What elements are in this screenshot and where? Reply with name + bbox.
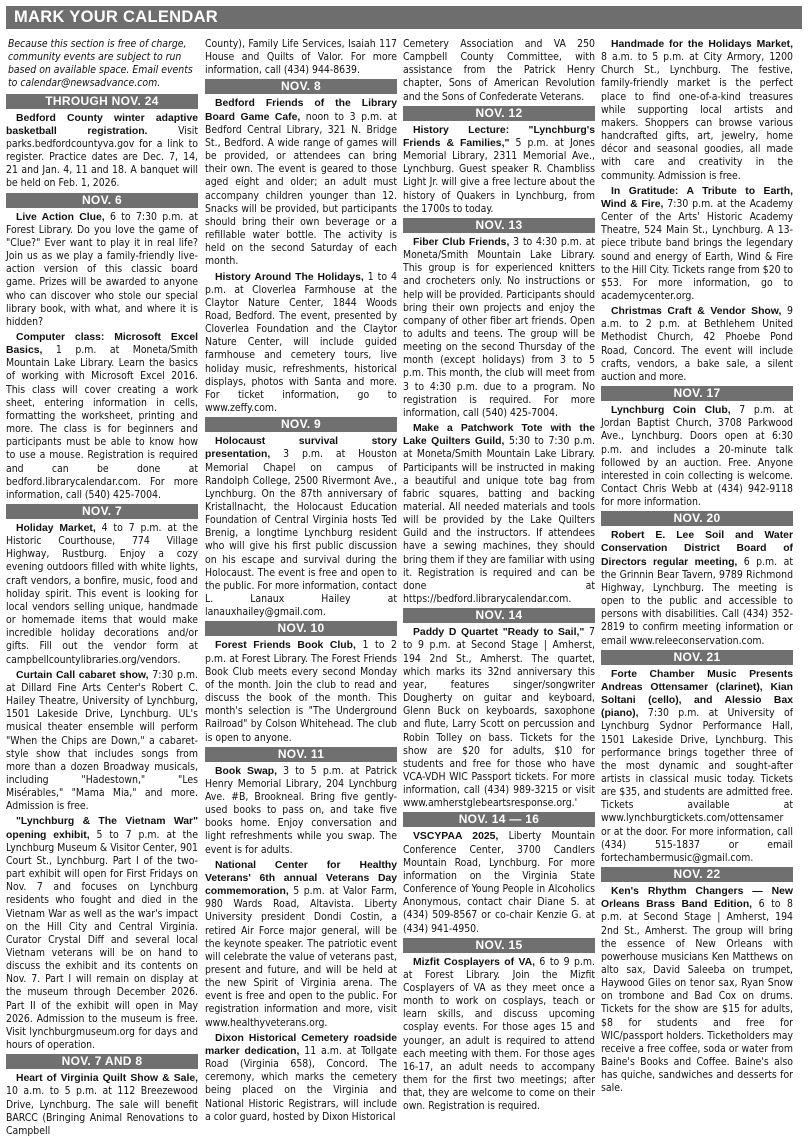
event-listing [6, 331, 198, 502]
date-header: NOV. 22 [601, 867, 793, 882]
event-details: noon to 3 p.m. at Bedford Central Library, 321 N. Bridge St., Bedford. A wide range of games will be provided, or attendees can bring their own. The event is geared to those aged eight and older; an adult must accompany children younger than 12. Snacks will be provided, but participants should bring their own beverage or a refillable water bottle. The activity is held on the second Saturday of each month. [205, 110, 397, 268]
date-header: NOV. 21 [601, 650, 793, 665]
event-listing [205, 1032, 397, 1124]
event-title: Holiday Market, [16, 523, 96, 534]
date-header: NOV. 17 [601, 386, 793, 401]
event-details: 7 to 9 p.m. at Second Stage | Amherst, 194 2nd St., Amherst. The quartet, which marks its 32nd anniversary this year, features singer/songwriter Dougherty on guitar and keyboard, Glenn Buck on keyboards, saxophone and flute, Larry Scott on percussion and Robin Tolley on bass. Tickets for the show are $20 for adults, $10 for students and free for those who have VCA-VDH WIC Passport tickets. For more information, call (434) 989-3215 or visit www.amherstglebeartsresponse.org.' [403, 626, 595, 810]
date-header: NOV. 9 [205, 417, 397, 432]
event-details: 7:30 p.m. at University of Lynchburg Sydnor Performance Hall, 1501 Lakeside Drive, Lynchburg. This performance brings together three of the most dynamic and sought-after artists in classical music today. Tickets are $35, and students are admitted free. Tickets available at www.lynchburgtickets.com/ottensamer or at the door. For more information, call (434) 515-1837 or email fortechambermusic@gmail.com. [601, 707, 793, 864]
event-title: VSCYPAA 2025, [413, 831, 499, 843]
event-details: 4 to 7 p.m. at the Historic Courthouse, 774 Village Highway, Rustburg. Enjoy a cozy evening outdoors filled with white lights, craft vendors, a bonfire, music, food and holiday spirit. This event is looking for local vendors selling unique, handmade or homemade items that would make incredible holiday decorations and/or gifts. Fill out the vendor form at campbellcountylibraries.org/vendors. [6, 522, 198, 666]
event-listing [601, 185, 793, 303]
event-details: 8 a.m. to 5 p.m. at City Armory, 1200 Church St., Lynchburg. The festive, family-friendly market is the perfect place to find one-of-a-kind treasures while supporting local artists and makers. Shoppers can browse various handcrafted gifts, art, jewelry, home décor and seasonal goodies, all made with care and creativity in the community. Admission is free. [601, 51, 793, 182]
event-details: 6 to 7:30 p.m. at Forest Library. Do you love the game of "Clue?" Ever want to play it in real life? Join us as we play a family-friendly live-action version of this classic board game. Prizes will be awarded to anyone who can discover who stole our special library book, with what, and where it is hidden? [6, 210, 198, 328]
event-details: 1 p.m. at Moneta/Smith Mountain Lake Library. Learn the basics of working with Microsoft Excel 2016. This class will cover creating a work sheet, entering information in cells, formatting the worksheet, printing and more. The class is for beginners and participants must be able to know how to use a mouse. Registration is required and can be done at bedford.librarycalendar.com. For more information, call (540) 425-7004. [6, 344, 198, 501]
event-details: 7:30 p.m. at Dillard Fine Arts Center's Robert C. Hailey Theatre, University of Lynchburg, 1501 Lakeside Drive, Lynchburg. UL's musical theater ensemble will perform "When the Chips are Down," a cabaret-style show that includes songs from more than a dozen Broadway musicals, including "Hadestown," "Les Misérables," "Mama Mia," and more. Admission is free. [6, 668, 198, 813]
event-listing [6, 211, 198, 329]
event-title: Ken's Rhythm Changers — New Orleans Brass Band Edition, [601, 886, 793, 911]
event-listing [6, 112, 198, 191]
event-listing [601, 885, 793, 1096]
event-listing [205, 639, 397, 744]
event-details: 3 to 5 p.m. at Patrick Henry Memorial Library, 204 Lynchburg Ave. #B, Brookneal. Bring five gently-used books to pass on, and take five books home. Enjoy conversation and light refreshments while you swap. The event is for adults. [205, 764, 397, 856]
event-title: Bedford Friends of the Library Board Game Cafe, [205, 98, 397, 123]
event-title: "Lynchburg & The Vietnam War" opening exhibit, [6, 816, 198, 841]
event-details: County), Family Life Services, Isaiah 117 House and Quilts of Valor. For more information, call (434) 944-8639. [205, 38, 397, 77]
column-2 [205, 38, 397, 1123]
event-listing [601, 305, 793, 384]
section-banner [6, 6, 802, 29]
event-details: 6 to 9 p.m. at Forest Library. Join the Mizfit Cosplayers of VA as they meet once a month to work on cosplays, teach or learn skills, and discuss upcoming cosplay events. For those ages 15 and younger, an adult is required to attend each meeting with them. For those ages 16-17, an adult needs to accompany them for the first two meetings; after that, they are welcome to come on their own. Registration is required. [403, 955, 595, 1113]
event-title: Holocaust survival story presentation, [205, 436, 397, 461]
event-title: Dixon Historical Cemetery roadside marker dedication, [205, 1032, 397, 1057]
event-details: 6 to 8 p.m. at Second Stage | Amherst, 194 2nd St., Amherst. The group will bring the essence of New Orleans with powerhouse musicians Ken Matthews on alto sax, David Saleeba on trumpet, Haywood Giles on tenor sax, Ryan Snow on trombone and Bad Cox on drums. Tickets for the show are $15 for adults, $8 for students and free for WIC/passport holders. Ticketholders may receive a free coffee, soda or water from Baine's Books and Coffee. Baine's also has quiche, sandwiches and desserts for sale. [601, 898, 793, 1095]
event-listing [6, 522, 198, 667]
event-title: Lynchburg Coin Club, [611, 405, 731, 417]
event-title: Heart of Virginia Quilt Show & Sale, [16, 1073, 198, 1085]
date-header: NOV. 7 AND 8 [6, 1054, 198, 1069]
event-listing [403, 956, 595, 1114]
date-header: NOV. 11 [205, 747, 397, 762]
event-details: 7 p.m. at Jordan Baptist Church, 3708 Parkwood Ave., Lynchburg. Doors open at 6:30 p.m. and includes a 20-minute talk followed by an auction. Free. Anyone interested in coin collecting is welcome. Contact Chris Webb at (434) 942-9118 for more information. [601, 404, 793, 509]
date-header: NOV. 13 [403, 218, 595, 233]
event-listing [601, 38, 793, 183]
date-header: NOV. 12 [403, 106, 595, 121]
event-title: Computer class: Microsoft Excel Basics, [6, 331, 198, 357]
event-title: History Around The Holidays, [215, 271, 364, 283]
event-title: Bedford County winter adaptive basketball registration. [6, 112, 198, 137]
event-title: Forte Chamber Music Presents Andreas Ottensamer (clarinet), Kian Soltani (cello), and Alessio Bax (piano), [601, 668, 793, 720]
date-header: NOV. 14 — 16 [403, 812, 595, 827]
event-title: Robert E. Lee Soil and Water Conservation District Board of Directors regular meeting, [601, 530, 793, 568]
event-details: 3 to 4:30 p.m. at Moneta/Smith Mountain Lake Library. This group is for experienced knitters and crocheters only. No instructions or help will be provided. Participants should bring their own projects and enjoy the company of other fiber art friends. Open to adults and teens. The group will be meeting on the second Thursday of the month (except holidays) from 3 to 5 p.m. This month, the club will meet from 3 to 4:30 p.m. due to a program. No registration is required. For more information, call (540) 425-7004. [403, 235, 596, 419]
column-3 [403, 38, 596, 1113]
event-listing [205, 765, 397, 857]
event-listing [403, 830, 595, 935]
event-listing [6, 669, 198, 814]
event-details: Cemetery Association and VA 250 Campbell County Committee, with assistance from the Patrick Henry chapter, Sons of American Revolution and the Sons of Confederate Veterans. [403, 38, 595, 103]
event-continued [403, 38, 595, 104]
event-listing [403, 422, 595, 606]
date-header: NOV. 15 [403, 938, 595, 953]
event-title: Paddy D Quartet "Ready to Sail," [413, 627, 585, 639]
date-header: NOV. 20 [601, 511, 793, 526]
event-listing [6, 1072, 198, 1138]
event-title: Make a Patchwork Tote with the Lake Quilters Guild, [403, 423, 595, 448]
event-title: National Center for Healthy Veterans' 6th annual Veterans Day commemoration, [205, 859, 397, 898]
event-title: Curtain Call cabaret show, [16, 669, 149, 681]
date-header: NOV. 6 [6, 193, 198, 208]
event-title: Live Action Clue, [16, 211, 105, 223]
event-listing [205, 271, 397, 416]
date-header: NOV. 8 [205, 79, 397, 94]
event-details: 10 a.m. to 5 p.m. at 112 Breezewood Drive, Lynchburg. The sale will benefit BARCC (Bringing Animal Renovations to Campbell [6, 1085, 198, 1137]
event-listing [601, 529, 793, 647]
event-listing [403, 626, 595, 810]
event-listing [403, 236, 595, 420]
event-listing [205, 97, 397, 268]
event-details: 5 p.m. at Valor Farm, 980 Wards Road, Altavista. Liberty University president Dondi Costin, a retired Air Force major general, will be the keynote speaker. The patriotic event will celebrate the value of veterans past, present and future, and will be held at the new Spirit of Virginia arena. The event is free and open to the public. For registration information and more, visit www.healthyveterans.org. [205, 885, 397, 1029]
event-title: History Lecture: "Lynchburg's Friends & Families," [403, 124, 595, 149]
event-listing [205, 859, 397, 1030]
event-details: 9 a.m. to 2 p.m. at Bethlehem United Methodist Church, 42 Phoebe Pond Road, Concord. The event will include crafts, vendors, a bake sale, a silent auction and more. [601, 305, 793, 383]
event-listing [205, 435, 397, 619]
event-listing [6, 815, 198, 1052]
event-title: Fiber Club Friends, [413, 236, 510, 248]
event-details: 5 p.m. at Jones Memorial Library, 2311 Memorial Ave., Lynchburg. Guest speaker R. Chambliss Light Jr. will give a free lecture about the history of Quakers in Lynchburg, from the 1700s to today. [403, 136, 596, 215]
column-4 [601, 38, 793, 1102]
event-listing [601, 404, 793, 509]
event-continued [205, 38, 397, 77]
event-title: In Gratitude: A Tribute to Earth, Wind & Fire, [601, 185, 793, 210]
event-listing [403, 124, 595, 216]
column-1 [6, 38, 198, 1137]
event-details: Liberty Mountain Conference Center, 3700 Candlers Mountain Road, Lynchburg. For more information on the Virginia State Conference of Young People in Alcoholics Anonymous, contact chair Diane S. at (434) 509-8567 or co-chair Kenzie G. at (434) 941-4950. [403, 830, 596, 935]
section-title: MARK YOUR CALENDAR [14, 8, 219, 26]
event-details: 1 to 4 p.m. at Cloverlea Farmhouse at the Claytor Nature Center, 1844 Woods Road, Bedford. The event, presented by Cloverlea Foundation and the Claytor Nature Center, will include guided farmhouse and cemetery tours, live holiday music, refreshments, historical displays, photos with Santa and more. For ticket information, go to www.zeffy.com. [205, 270, 397, 415]
event-details: Visit parks.bedfordcountyva.gov for a link to register. Practice dates are Dec. 7, 14, 21 and Jan. 4, 11 and 18. A banquet will be held on Feb. 1, 2026. [6, 124, 198, 190]
event-details: 3 p.m. at Houston Memorial Chapel on campus of Randolph College, 2500 Rivermont Ave., Lynchburg. On the 87th anniversary of Kristallnacht, the Holocaust Education Foundation of Central Virginia hosts Ted Brenig, a longtime Lynchburg resident who will give his first public discussion on his escape and survival during the Holocaust. The event is free and open to the public. For more information, contact L. Lanaux Hailey at lanauxhailey@gmail.com. [205, 448, 397, 619]
date-header: THROUGH NOV. 24 [6, 94, 198, 109]
event-title: Mizfit Cosplayers of VA, [413, 956, 535, 968]
event-details: 11 a.m. at Tollgate Road (Virginia 658), Concord. The ceremony, which marks the cemetery being placed on the Virginia and National Historic Registrars, will include a color guard, hosted by Dixon Historical [205, 1044, 397, 1123]
event-details: 5:30 to 7:30 p.m. at Moneta/Smith Mountain Lake Library. Participants will be instructed in making a beautiful and unique tote bag from fabric squares, batting and backing material. All needed materials and tools will be provided by the Lake Quilters Guild and the instructors. If attendees have a sewing machines, they should bring them if they are familiar with using it. Registration is required and can be done at https://bedford.librarycalendar.com. [403, 435, 595, 606]
event-title: Handmade for the Holidays Market, [611, 39, 793, 50]
event-details: 5 to 7 p.m. at the Lynchburg Museum & Visitor Center, 901 Court St., Lynchburg. Part I of the two-part exhibit will open for First Fridays on Nov. 7 and focuses on Lynchburg residents who fought and died in the Vietnam War as well as the war's impact on the Hill City and Central Virginia. Curator Crystal Diff and several local Vietnam veterans will be on hand to discuss the exhibit and its contents on Nov. 7. Part I will remain on display at the museum through December 2026. Part II of the exhibit will open in May 2026. Admission to the museum is free. Visit lynchburgmuseum.org for days and hours of operation. [6, 828, 198, 1052]
date-header: NOV. 10 [205, 621, 397, 636]
event-listing [601, 668, 793, 865]
event-details: 6 p.m. at the Grinnin Bear Tavern, 9789 Richmond Highway, Lynchburg. The meeting is open to the public and accessible to persons with disabilities. Call (434) 352-2819 to confirm meeting information or email www.releeconservation.com. [601, 555, 793, 647]
event-title: Christmas Craft & Vendor Show, [611, 306, 782, 318]
event-details: 1 to 2 p.m. at Forest Library. The Forest Friends Book Club meets every second Monday of the month. Join the club to read and discuss the book of the month. This month's selection is "The Underground Railroad" by Colson Whitehead. The club is open to anyone. [205, 639, 397, 744]
date-header: NOV. 7 [6, 504, 198, 519]
date-header: NOV. 14 [403, 608, 595, 623]
event-title: Book Swap, [215, 765, 278, 777]
event-title: Forest Friends Book Club, [215, 640, 356, 652]
intro-note: Because this section is free of charge, community events are subject to run based on available space. Email events to calendar@newsadvance.com. [8, 38, 193, 90]
event-details: 7:30 p.m. at the Academy Center of the Arts' Historic Academy Theatre, 524 Main St., Lynchburg. A 13-piece tribute band brings the legendary sound and energy of Earth, Wind & Fire to the Hill City. Tickets range from $20 to $53. For more information, go to academycenter.org. [601, 197, 793, 302]
